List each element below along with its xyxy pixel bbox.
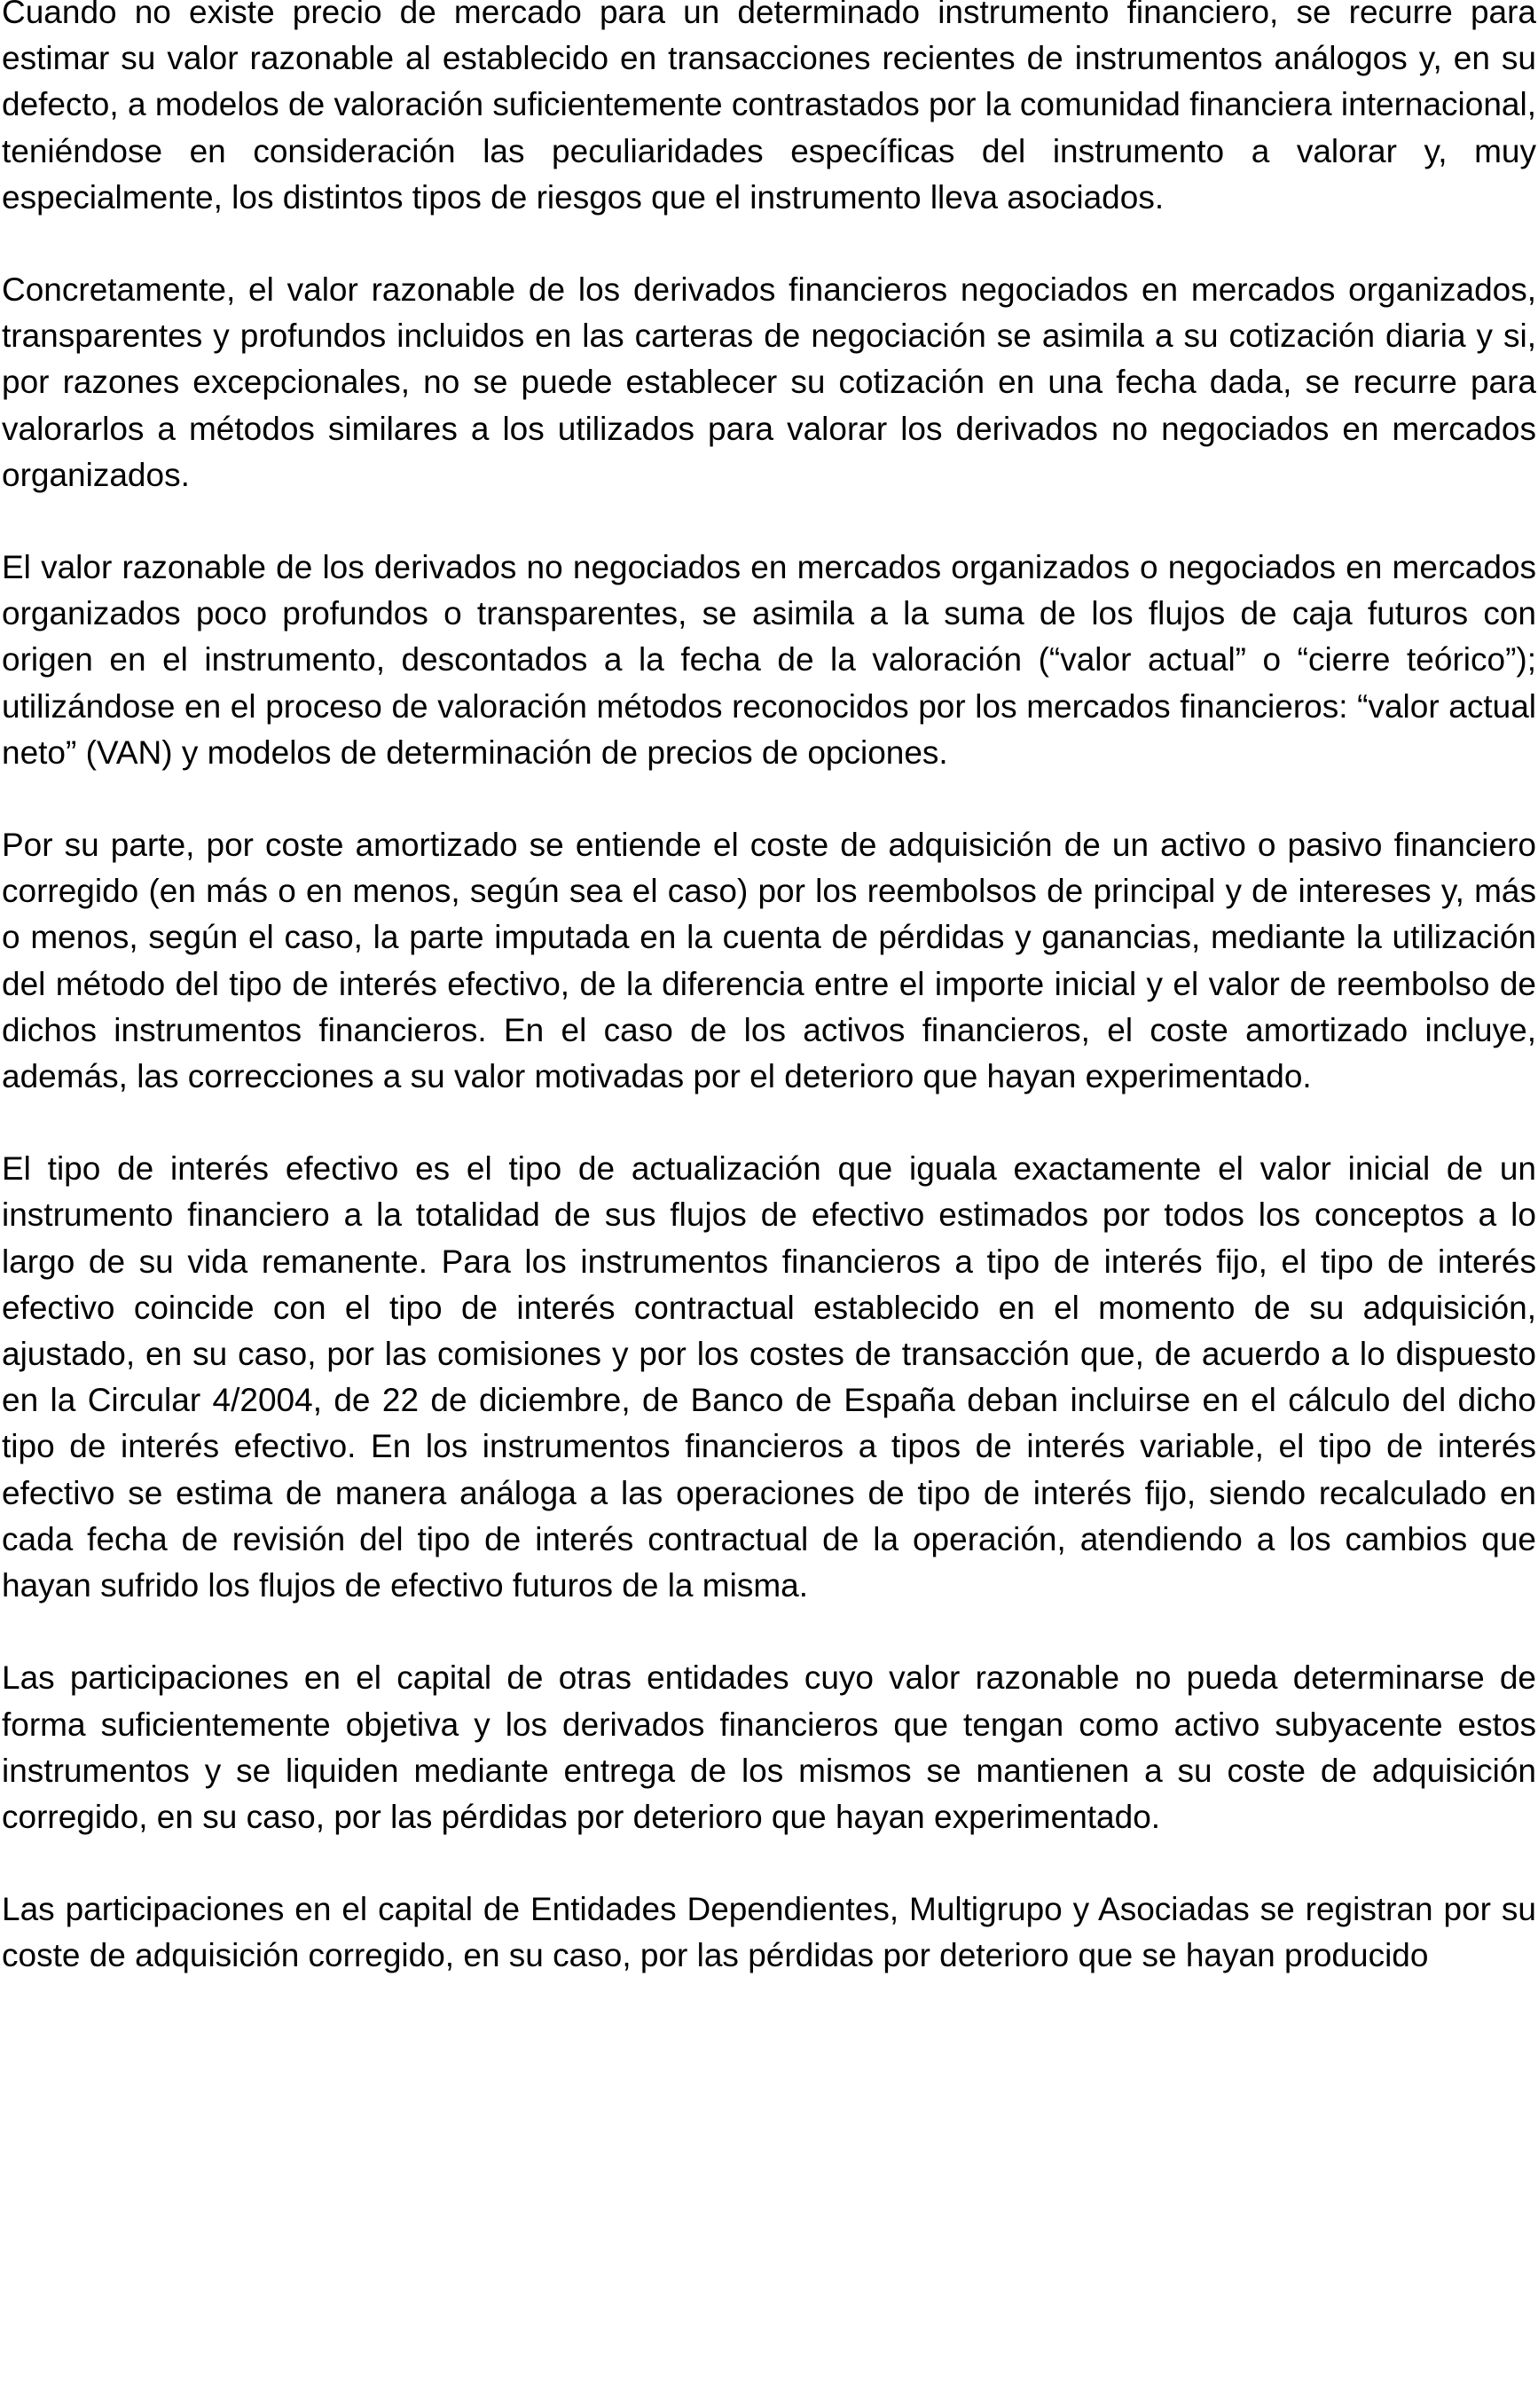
paragraph-otc-derivatives-valuation: El valor razonable de los derivados no negociados en mercados organizados o negociados en mercados organizados poco profundos o transparentes, se asimila a la suma de los flujos de caja futuros con origen en el instrumento, descontados a la fecha de la valoración (“valor actual” o “cierre teórico”); utilizándose en el proceso de valoración métodos reconocidos por los mercados financieros: “valor actual neto” (VAN) y modelos de determinación de precios de opciones. — [2, 549, 1536, 771]
paragraph-fair-value-no-market-price: Cuando no existe precio de mercado para un determinado instrumento financiero, se recurre para estimar su valor razonable al establecido en transacciones recientes de instrumentos análogos y, en su defecto, a modelos de valoración suficientemente contrastados por la comunidad financiera internacional, teniéndose en consideración las peculiaridades específicas del instrumento a valorar y, muy especialmente, los distintos tipos de riesgos que el instrumento lleva asociados. — [2, 0, 1536, 216]
paragraph-subsidiaries-associates: Las participaciones en el capital de Entidades Dependientes, Multigrupo y Asociadas se registran por su coste de adquisición corregido, en su caso, por las pérdidas por deterioro que se hayan producido — [2, 1891, 1536, 1974]
paragraph-organized-market-derivatives: Concretamente, el valor razonable de los derivados financieros negociados en mercados organizados, transparentes y profundos incluidos en las carteras de negociación se asimila a su cotización diaria y si, por razones excepcionales, no se puede establecer su cotización en una fecha dada, se recurre para valorarlos a métodos similares a los utilizados para valorar los derivados no negociados en mercados organizados. — [2, 271, 1536, 493]
paragraph-amortized-cost: Por su parte, por coste amortizado se entiende el coste de adquisición de un activo o pasivo financiero corregido (en más o en menos, según sea el caso) por los reembolsos de principal y de intereses y, más o menos, según el caso, la parte imputada en la cuenta de pérdidas y ganancias, mediante la utilización del método del tipo de interés efectivo, de la diferencia entre el importe inicial y el valor de reembolso de dichos instrumentos financieros. En el caso de los activos financieros, el coste amortizado incluye, además, las correcciones a su valor motivadas por el deterioro que hayan experimentado. — [2, 827, 1536, 1095]
paragraph-effective-interest-rate: El tipo de interés efectivo es el tipo de actualización que iguala exactamente el valor inicial de un instrumento financiero a la totalidad de sus flujos de efectivo estimados por todos los conceptos a lo largo de su vida remanente. Para los instrumentos financieros a tipo de interés fijo, el tipo de interés efectivo coincide con el tipo de interés contractual establecido en el momento de su adquisición, ajustado, en su caso, por las comisiones y por los costes de transacción que, de acuerdo a lo dispuesto en la Circular 4/2004, de 22 de diciembre, de Banco de España deban incluirse en el cálculo del dicho tipo de interés efectivo. En los instrumentos financieros a tipos de interés variable, el tipo de interés efectivo se estima de manera análoga a las operaciones de tipo de interés fijo, siendo recalculado en cada fecha de revisión del tipo de interés contractual de la operación, atendiendo a los cambios que hayan sufrido los flujos de efectivo futuros de la misma. — [2, 1150, 1536, 1604]
paragraph-equity-holdings-at-cost: Las participaciones en el capital de otras entidades cuyo valor razonable no pueda determinarse de forma suficientemente objetiva y los derivados financieros que tengan como activo subyacente estos instrumentos y se liquiden mediante entrega de los mismos se mantienen a su coste de adquisición corregido, en su caso, por las pérdidas por deterioro que hayan experimentado. — [2, 1659, 1536, 1835]
